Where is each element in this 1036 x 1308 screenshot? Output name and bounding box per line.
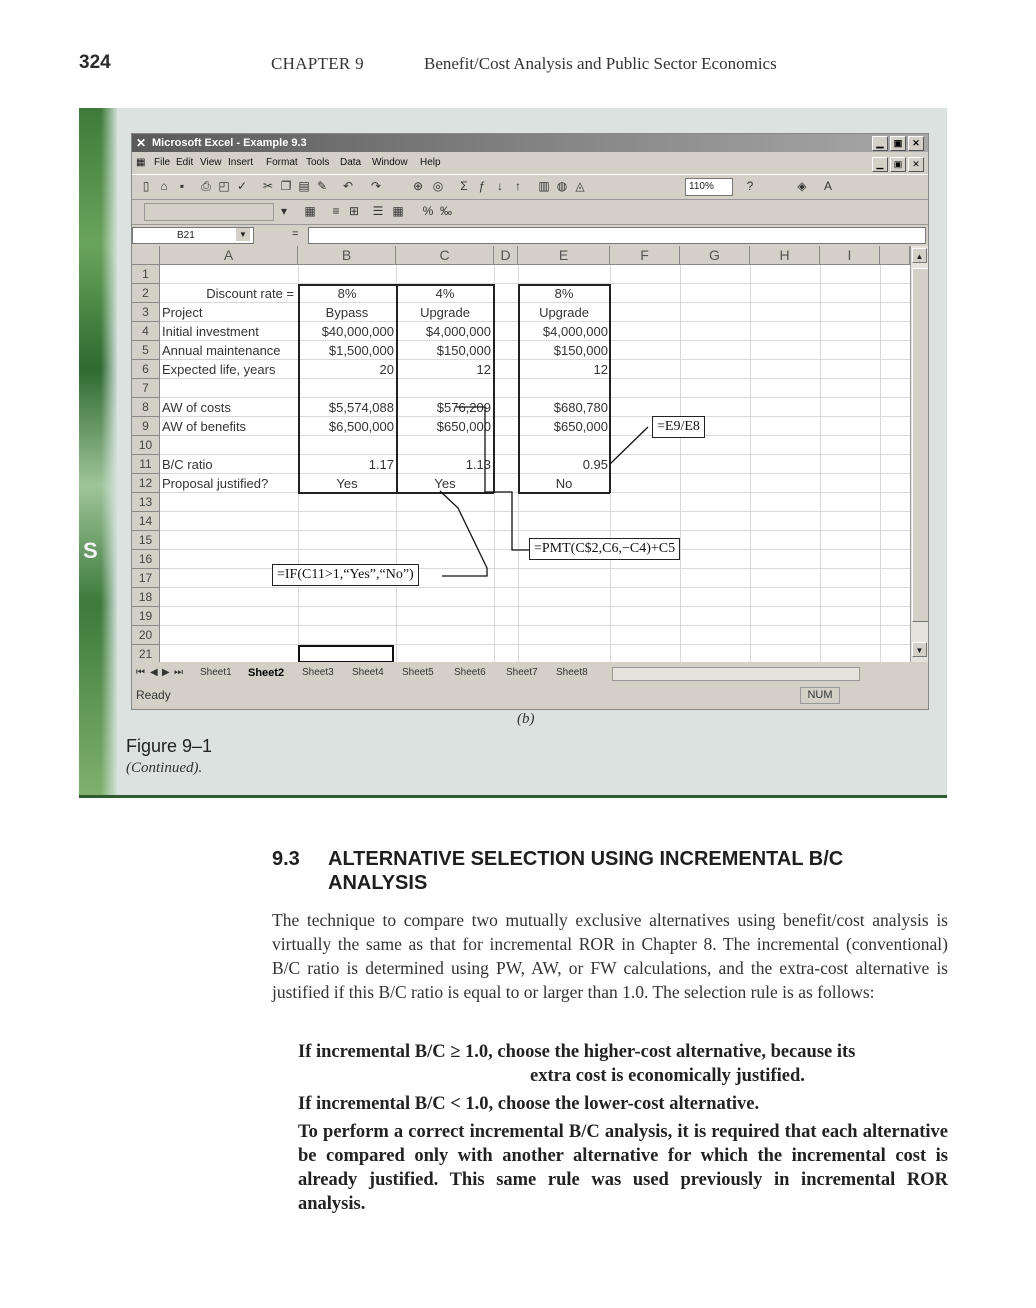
status-text: Ready xyxy=(136,688,171,702)
row-header[interactable]: 9 xyxy=(132,417,160,436)
cell-a11[interactable]: B/C ratio xyxy=(162,457,213,472)
cell-a12[interactable]: Proposal justified? xyxy=(162,476,269,491)
copy-icon[interactable]: ❐ xyxy=(280,179,292,193)
new-icon[interactable]: ▯ xyxy=(142,179,150,193)
web-toolbar-icon[interactable]: ◎ xyxy=(432,179,444,193)
selection-rule-2: If incremental B/C < 1.0, choose the lower-cost alternative. xyxy=(298,1094,760,1114)
row-header[interactable]: 2 xyxy=(132,284,160,303)
cell-a5[interactable]: Annual maintenance xyxy=(162,343,281,358)
grid-icon[interactable]: ▦ xyxy=(392,204,404,218)
next-sheet-icon[interactable]: ▶ xyxy=(162,667,170,678)
font-select[interactable] xyxy=(144,203,274,221)
column-header-e[interactable]: E xyxy=(518,246,610,265)
cell-c9[interactable]: $650,000 xyxy=(436,419,491,434)
align-left-icon[interactable]: ≡ xyxy=(332,204,340,218)
hyperlink-icon[interactable]: ⊕ xyxy=(412,179,424,193)
drawing-icon[interactable]: ◬ xyxy=(575,179,585,193)
row-header[interactable]: 10 xyxy=(132,436,160,455)
sheet-tab-3[interactable]: Sheet3 xyxy=(302,667,334,678)
row-header[interactable]: 17 xyxy=(132,569,160,588)
cell-c11[interactable]: 1.13 xyxy=(465,457,491,472)
formula-bar xyxy=(132,226,928,244)
scroll-thumb[interactable] xyxy=(912,268,928,622)
column-header-b[interactable]: B xyxy=(298,246,396,265)
cell-a6[interactable]: Expected life, years xyxy=(162,362,276,377)
cell-c3[interactable]: Upgrade xyxy=(420,305,470,320)
office-assistant-icon[interactable]: ? xyxy=(746,179,754,193)
cell-b3[interactable]: Bypass xyxy=(325,305,369,320)
title-bar xyxy=(132,134,928,152)
sort-ascending-icon[interactable]: ↓ xyxy=(497,179,503,193)
first-sheet-icon[interactable]: ⏮ xyxy=(136,667,145,678)
sheet-tab-1[interactable]: Sheet1 xyxy=(200,667,232,678)
row-header[interactable]: 15 xyxy=(132,531,160,550)
figure-label: Figure 9–1 xyxy=(126,736,213,756)
cell-c6[interactable]: 12 xyxy=(476,362,491,377)
row-header[interactable]: 16 xyxy=(132,550,160,569)
row-header[interactable]: 20 xyxy=(132,626,160,645)
autosum-icon[interactable]: Σ xyxy=(460,179,468,193)
cut-icon[interactable]: ✂ xyxy=(262,179,274,193)
cell-b12[interactable]: Yes xyxy=(336,476,358,491)
workbook-close-button[interactable]: ✕ xyxy=(908,157,924,172)
section-title: ALTERNATIVE SELECTION USING INCREMENTAL B/C ANALYSIS xyxy=(328,848,844,894)
row-header[interactable]: 18 xyxy=(132,588,160,607)
row-header[interactable]: 12 xyxy=(132,474,160,493)
cell-a8[interactable]: AW of costs xyxy=(162,400,231,415)
cell-e6[interactable]: 12 xyxy=(593,362,608,377)
workbook-controls xyxy=(872,157,924,172)
cell-e4[interactable]: $4,000,000 xyxy=(542,324,608,339)
cell-a4[interactable]: Initial investment xyxy=(162,324,259,339)
last-sheet-icon[interactable]: ⏭ xyxy=(174,667,183,678)
open-icon[interactable]: ⌂ xyxy=(160,179,168,193)
cell-e12[interactable]: No xyxy=(555,476,573,491)
merge-center-icon[interactable]: ⊞ xyxy=(348,204,360,218)
menu-insert[interactable]: Insert xyxy=(228,157,254,168)
map-icon[interactable]: ◍ xyxy=(556,179,568,193)
workbook-minimize-button[interactable]: ▁ xyxy=(872,157,888,172)
window-controls xyxy=(872,136,924,151)
cell-c4[interactable]: $4,000,000 xyxy=(425,324,491,339)
standard-toolbar xyxy=(132,174,928,200)
fill-color-icon[interactable]: ◈ xyxy=(797,179,807,193)
cell-e3[interactable]: Upgrade xyxy=(539,305,589,320)
cell-b8[interactable]: $5,574,088 xyxy=(328,400,394,415)
cell-c12[interactable]: Yes xyxy=(434,476,456,491)
cell-b5[interactable]: $1,500,000 xyxy=(328,343,394,358)
ratio-callout: =E9/E8 xyxy=(652,416,705,438)
cell-a9[interactable]: AW of benefits xyxy=(162,419,247,434)
formula-input[interactable] xyxy=(308,227,926,244)
row-header[interactable]: 6 xyxy=(132,360,160,379)
cell-c5[interactable]: $150,000 xyxy=(436,343,491,358)
ratio-leader-line xyxy=(610,427,648,464)
sheet-tab-5[interactable]: Sheet5 xyxy=(402,667,434,678)
running-title: Benefit/Cost Analysis and Public Sector Economics xyxy=(424,54,777,73)
chart-wizard-icon[interactable]: ▥ xyxy=(538,179,550,193)
column-header-f[interactable]: F xyxy=(610,246,680,265)
vertical-scrollbar[interactable] xyxy=(910,246,928,662)
scroll-down-icon[interactable]: ▼ xyxy=(912,642,927,657)
cell-b2[interactable]: 8% xyxy=(337,286,357,301)
cell-e9[interactable]: $650,000 xyxy=(553,419,608,434)
horizontal-scrollbar[interactable] xyxy=(612,667,860,681)
comma-style-icon[interactable]: ‰ xyxy=(440,204,452,218)
cell-a2[interactable]: Discount rate = xyxy=(206,286,294,301)
sheet-tab-7[interactable]: Sheet7 xyxy=(506,667,538,678)
row-header[interactable]: 11 xyxy=(132,455,160,474)
leaf-decoration xyxy=(79,108,117,795)
format-painter-icon[interactable]: ✎ xyxy=(316,179,328,193)
column-header-i[interactable]: I xyxy=(820,246,880,265)
sheet-tab-6[interactable]: Sheet6 xyxy=(454,667,486,678)
worksheet-grid[interactable] xyxy=(132,246,928,662)
cell-b11[interactable]: 1.17 xyxy=(368,457,394,472)
indent-icon[interactable]: ☰ xyxy=(372,204,384,218)
percent-style-icon[interactable]: % xyxy=(422,204,434,218)
font-color-icon[interactable]: A xyxy=(823,179,832,193)
minimize-button[interactable]: ▁ xyxy=(872,136,888,151)
column-header-g[interactable]: G xyxy=(680,246,750,265)
row-header[interactable]: 7 xyxy=(132,379,160,398)
prev-sheet-icon[interactable]: ◀ xyxy=(150,667,158,678)
maximize-button[interactable]: ▣ xyxy=(890,136,906,151)
cell-a3[interactable]: Project xyxy=(162,305,203,320)
status-bar xyxy=(132,684,928,706)
body-paragraph: The technique to compare two mutually exclusive alternatives using benefit/cost analysis is virtually the same as that for incremental ROR in Chapter 8. The incremental (conventional) B/C ratio is determined using PW, AW, or FW calculations, and the extra-cost alternative is justified if this B/C ratio is equal to or larger than 1.0. The selection rule is as follows: xyxy=(272,910,948,1002)
column-header-d[interactable]: D xyxy=(494,246,518,265)
page-number: 324 xyxy=(79,52,111,73)
if-callout: =IF(C11>1,“Yes”,“No”) xyxy=(272,564,419,586)
scroll-up-icon[interactable]: ▲ xyxy=(912,248,927,263)
function-icon[interactable]: ƒ xyxy=(478,179,486,193)
figure-sublabel: (b) xyxy=(517,711,535,727)
cell-c2[interactable]: 4% xyxy=(435,286,455,301)
sort-descending-icon[interactable]: ↑ xyxy=(515,179,521,193)
borders-icon[interactable]: ▦ xyxy=(304,204,316,218)
chapter-label: CHAPTER 9 xyxy=(271,54,364,73)
menu-bar xyxy=(132,154,928,172)
row-header[interactable]: 4 xyxy=(132,322,160,341)
incremental-rule-paragraph: To perform a correct incremental B/C analysis, it is required that each alternative be compared only with another alternative for which the incremental cost is already justified. This same rule was used previously in incremental ROR analysis. xyxy=(298,1122,948,1214)
column-header-c[interactable]: C xyxy=(396,246,494,265)
cell-e11[interactable]: 0.95 xyxy=(582,457,608,472)
paste-icon[interactable]: ▤ xyxy=(298,179,310,193)
row-header[interactable]: 21 xyxy=(132,645,160,662)
sheet-tab-bar xyxy=(132,664,928,682)
row-header[interactable]: 1 xyxy=(132,265,160,284)
cell-c8[interactable]: $576,209 xyxy=(436,400,491,415)
cell-e5[interactable]: $150,000 xyxy=(553,343,608,358)
menu-tools[interactable]: Tools xyxy=(306,157,330,168)
workbook-restore-button[interactable]: ▣ xyxy=(890,157,906,172)
cell-e2[interactable]: 8% xyxy=(554,286,574,301)
zoom-select[interactable]: 110% xyxy=(685,178,733,196)
menu-view[interactable]: View xyxy=(200,157,222,168)
print-preview-icon[interactable]: ◰ xyxy=(218,179,230,193)
window-title: Microsoft Excel - Example 9.3 xyxy=(152,137,307,149)
save-icon[interactable]: ▪ xyxy=(179,179,185,193)
cell-e8[interactable]: $680,780 xyxy=(553,400,608,415)
formatting-toolbar xyxy=(132,200,928,225)
selection-rule-1: If incremental B/C ≥ 1.0, choose the higher-cost alternative, because its xyxy=(298,1042,856,1062)
menu-data[interactable]: Data xyxy=(340,157,362,168)
row-header[interactable]: 19 xyxy=(132,607,160,626)
formula-equals-label: = xyxy=(292,228,299,240)
close-button[interactable]: ✕ xyxy=(908,136,924,151)
section-number: 9.3 xyxy=(272,848,300,870)
menu-help[interactable]: Help xyxy=(420,157,441,168)
redo-icon[interactable]: ↷ xyxy=(370,179,382,193)
if-leader-line xyxy=(440,491,487,576)
menu-window[interactable]: Window xyxy=(372,157,408,168)
side-letter-decoration: S xyxy=(83,538,98,563)
menu-edit[interactable]: Edit xyxy=(176,157,194,168)
column-header-a[interactable]: A xyxy=(160,246,298,265)
name-box[interactable]: B21 xyxy=(132,227,254,244)
pmt-callout: =PMT(C$2,C6,−C4)+C5 xyxy=(529,538,680,560)
cell-b9[interactable]: $6,500,000 xyxy=(328,419,394,434)
excel-logo-icon: ✕ xyxy=(136,136,147,150)
callout-leaders xyxy=(132,246,928,662)
selection-rule-1-continued: extra cost is economically justified. xyxy=(530,1066,805,1086)
column-header-h[interactable]: H xyxy=(750,246,820,265)
print-icon[interactable]: ⎙ xyxy=(201,179,211,193)
font-size-icon[interactable]: ▾ xyxy=(280,204,288,218)
menu-file[interactable]: File xyxy=(154,157,171,168)
sheet-tab-4[interactable]: Sheet4 xyxy=(352,667,384,678)
row-header[interactable]: 8 xyxy=(132,398,160,417)
undo-icon[interactable]: ↶ xyxy=(342,179,354,193)
num-lock-indicator: NUM xyxy=(800,687,840,704)
cell-b4[interactable]: $40,000,000 xyxy=(321,324,394,339)
row-header[interactable]: 14 xyxy=(132,512,160,531)
figure-panel xyxy=(79,108,947,798)
row-header[interactable]: 3 xyxy=(132,303,160,322)
cell-b6[interactable]: 20 xyxy=(379,362,394,377)
row-header[interactable]: 5 xyxy=(132,341,160,360)
pmt-leader-line xyxy=(456,407,612,550)
name-box-dropdown-icon[interactable]: ▼ xyxy=(236,228,250,241)
figure-continued: (Continued). xyxy=(126,760,203,776)
sheet-tab-8[interactable]: Sheet8 xyxy=(556,667,588,678)
spelling-icon[interactable]: ✓ xyxy=(236,179,248,193)
workbook-icon[interactable]: ▦ xyxy=(136,157,146,168)
menu-format[interactable]: Format xyxy=(266,157,298,168)
row-header[interactable]: 13 xyxy=(132,493,160,512)
excel-window xyxy=(131,133,929,710)
sheet-tab-2-active[interactable]: Sheet2 xyxy=(248,667,285,679)
